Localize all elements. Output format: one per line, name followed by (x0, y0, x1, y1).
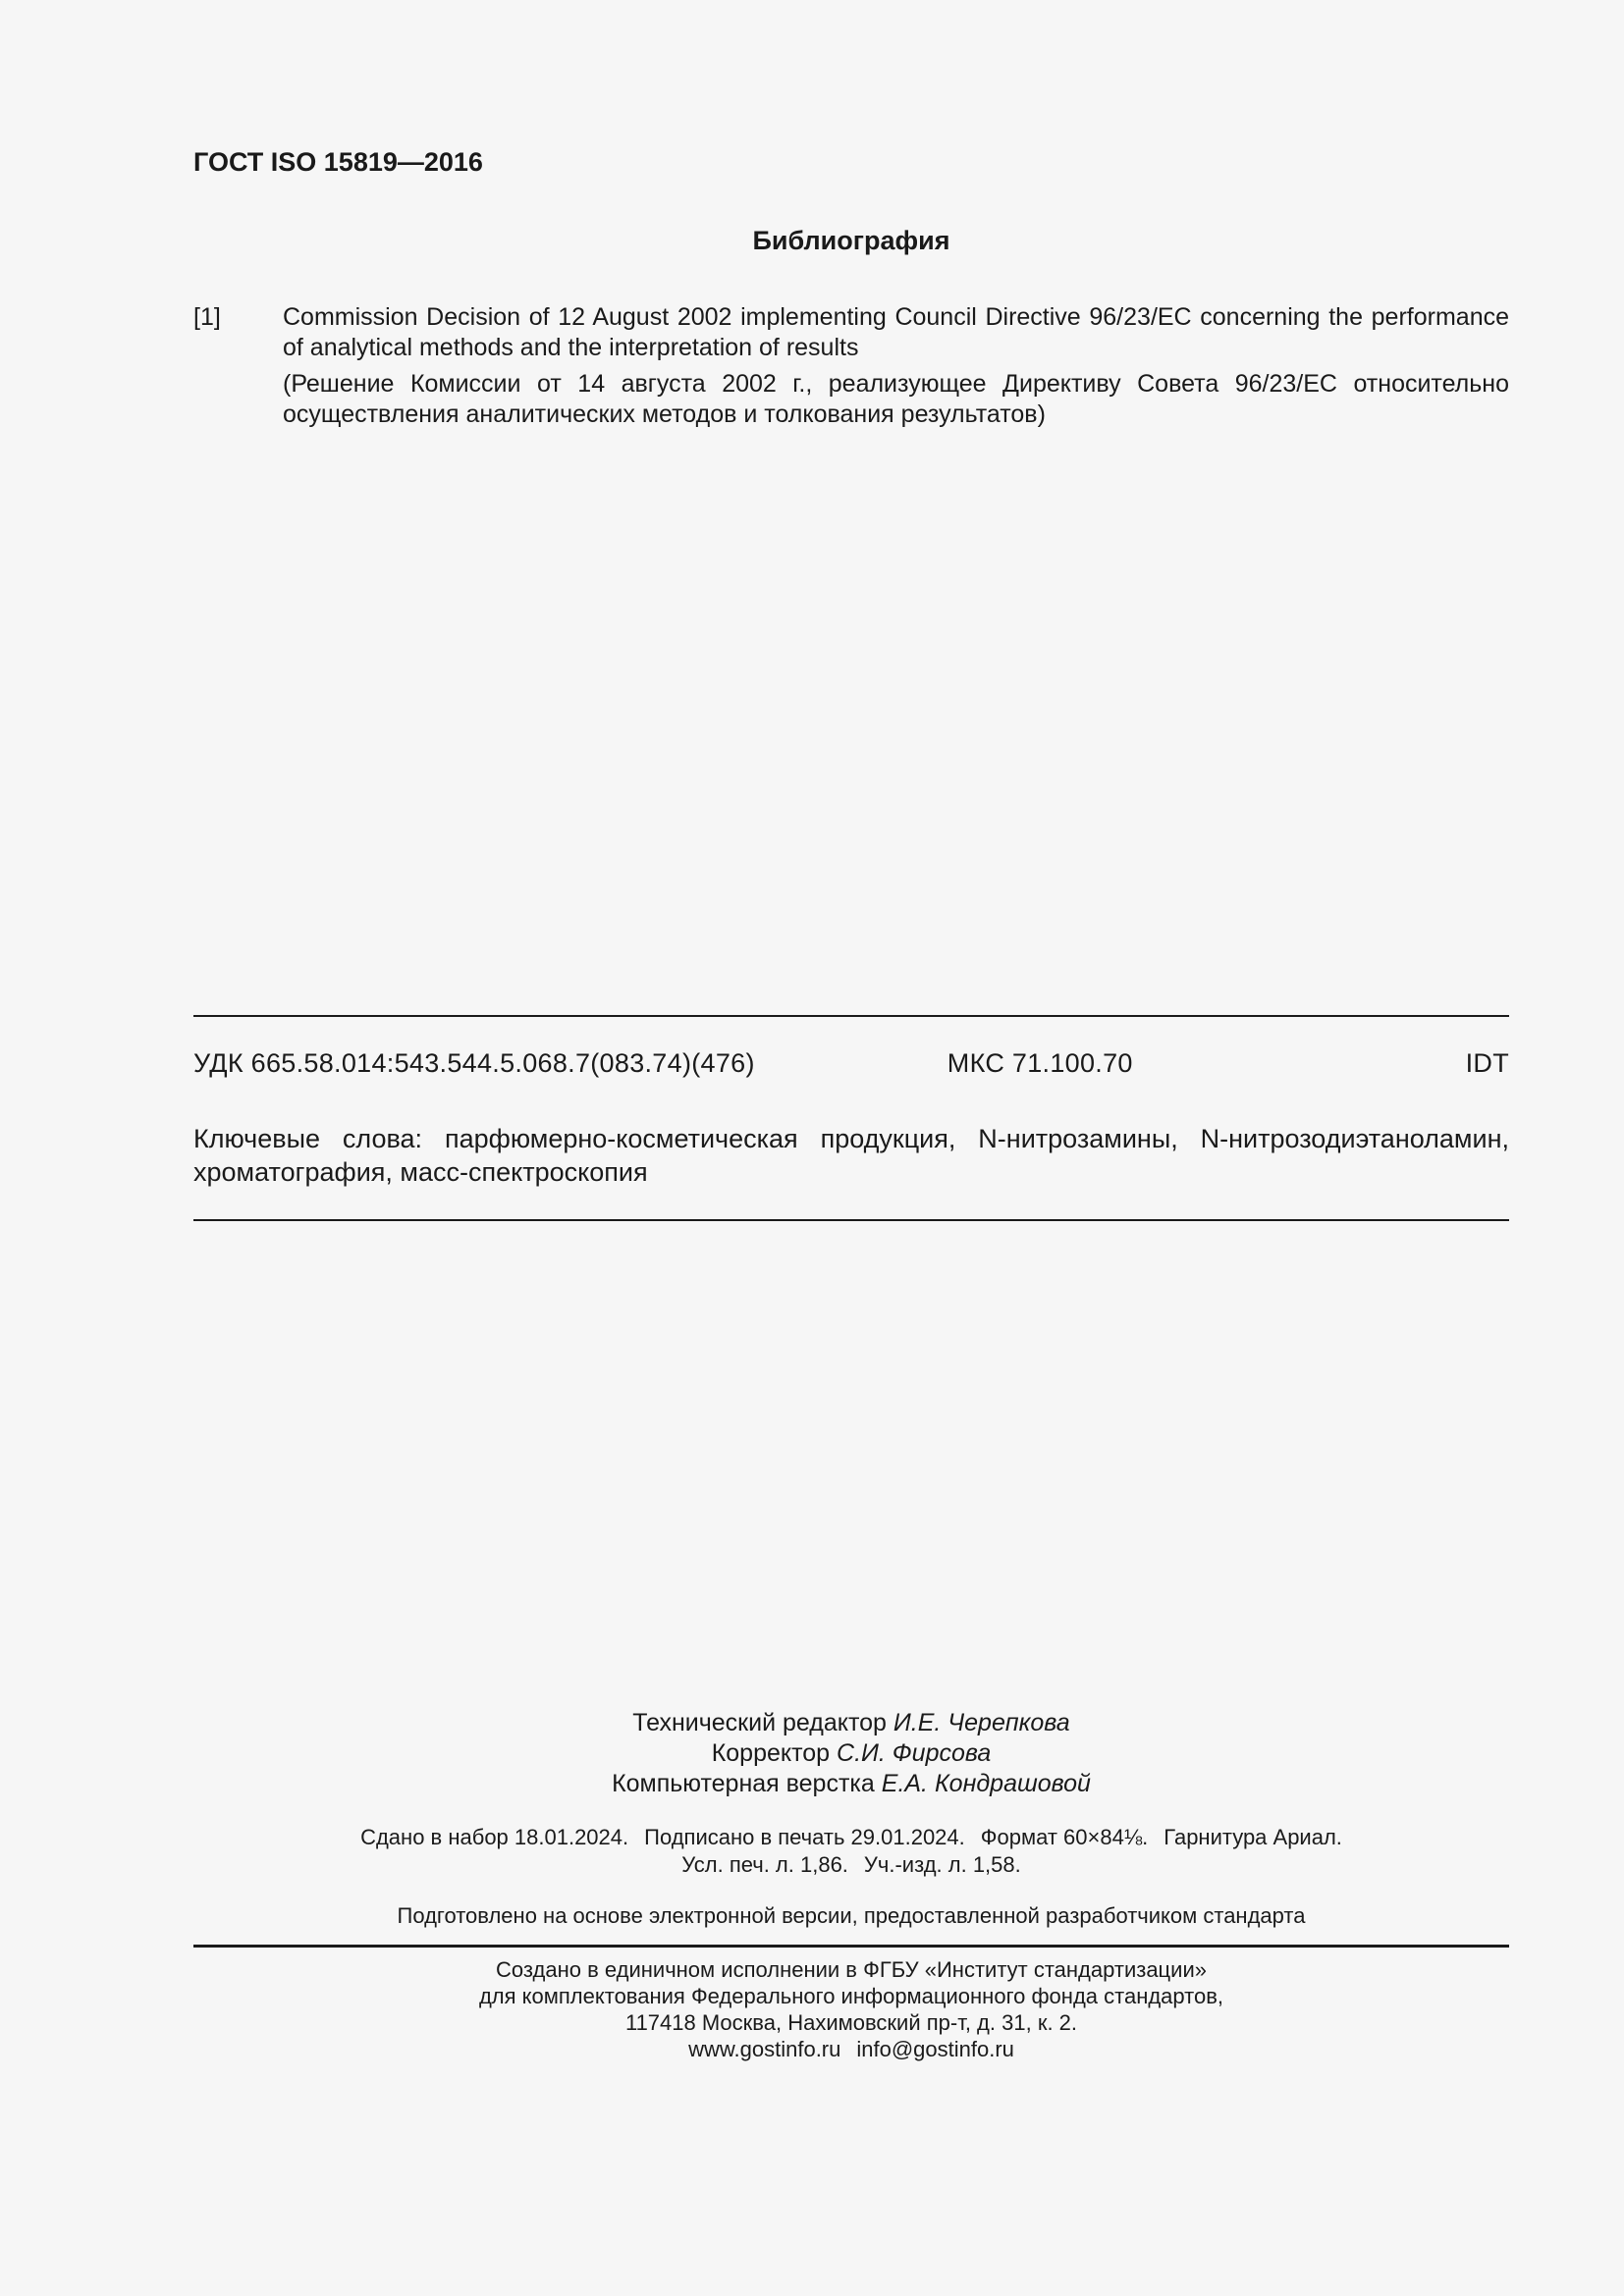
mks-code: МКС 71.100.70 (947, 1048, 1133, 1078)
publisher-address: 117418 Москва, Нахимовский пр-т, д. 31, к. 2. (624, 2010, 1078, 2035)
bibliography-entry (193, 302, 1509, 430)
publisher-email[interactable]: info@gostinfo.ru (856, 2037, 1014, 2061)
publisher-line2: для комплектования Федерального информационного фонда стандартов, (478, 1984, 1224, 2008)
print-sheets: Усл. печ. л. 1,86. (681, 1852, 848, 1877)
bibliography-title: Библиография (752, 226, 950, 255)
publisher-divider (193, 1945, 1509, 1948)
layout-label: Компьютерная верстка (612, 1770, 875, 1797)
corrector-line (193, 1738, 1509, 1769)
bibliography-entry-translation: (Решение Комиссии от 14 августа 2002 г., реализующее Директиву Совета 96/23/EC относительно осуществления аналитических методов и толкования результатов) (283, 370, 1509, 428)
udk-code: УДК 665.58.014:543.544.5.068.7(083.74)(476) (193, 1048, 755, 1078)
print-info-line2 (193, 1851, 1509, 1879)
print-info (193, 1824, 1509, 1879)
layout-name: Е.А. Кондрашовой (881, 1770, 1091, 1797)
publisher-website[interactable]: www.gostinfo.ru (688, 2037, 841, 2061)
layout-line (193, 1769, 1509, 1799)
standard-code: ГОСТ ISO 15819—2016 (193, 147, 483, 177)
publisher-line1: Создано в единичном исполнении в ФГБУ «Институт стандартизации» (496, 1957, 1207, 1982)
bibliography-entry-number: [1] (193, 303, 221, 331)
bibliography-entry-text: Commission Decision of 12 August 2002 implementing Council Directive 96/23/EC concerning the performance of analytical methods and the interpretation of results (283, 303, 1509, 361)
publisher-contacts (193, 2036, 1509, 2062)
classification-row (193, 1048, 1509, 1079)
top-divider (193, 1015, 1509, 1017)
tech-editor-label: Технический редактор (632, 1709, 887, 1736)
corrector-label: Корректор (711, 1739, 831, 1767)
submitted-date: Сдано в набор 18.01.2024. (360, 1825, 629, 1849)
print-info-line1 (193, 1824, 1509, 1851)
signed-date: Подписано в печать 29.01.2024. (644, 1825, 965, 1849)
idt-code: IDT (1465, 1048, 1509, 1078)
keywords: Ключевые слова: парфюмерно-косметическая продукция, N-нитрозамины, N-нитрозодиэтаноламин, хроматография, масс-спектроскопия (193, 1124, 1509, 1187)
paper-format: Формат 60×84⅛. (980, 1825, 1149, 1849)
publisher-sheets: Уч.-изд. л. 1,58. (863, 1852, 1021, 1877)
credits-block (193, 1708, 1509, 1799)
corrector-name: С.И. Фирсова (837, 1739, 992, 1767)
tech-editor-name: И.Е. Черепкова (893, 1709, 1070, 1736)
typeface: Гарнитура Ариал. (1164, 1825, 1342, 1849)
prepared-note: Подготовлено на основе электронной версии, предоставленной разработчиком стандарта (397, 1903, 1306, 1928)
publisher-block (193, 1956, 1509, 2062)
tech-editor-line (193, 1708, 1509, 1738)
bottom-divider (193, 1219, 1509, 1221)
